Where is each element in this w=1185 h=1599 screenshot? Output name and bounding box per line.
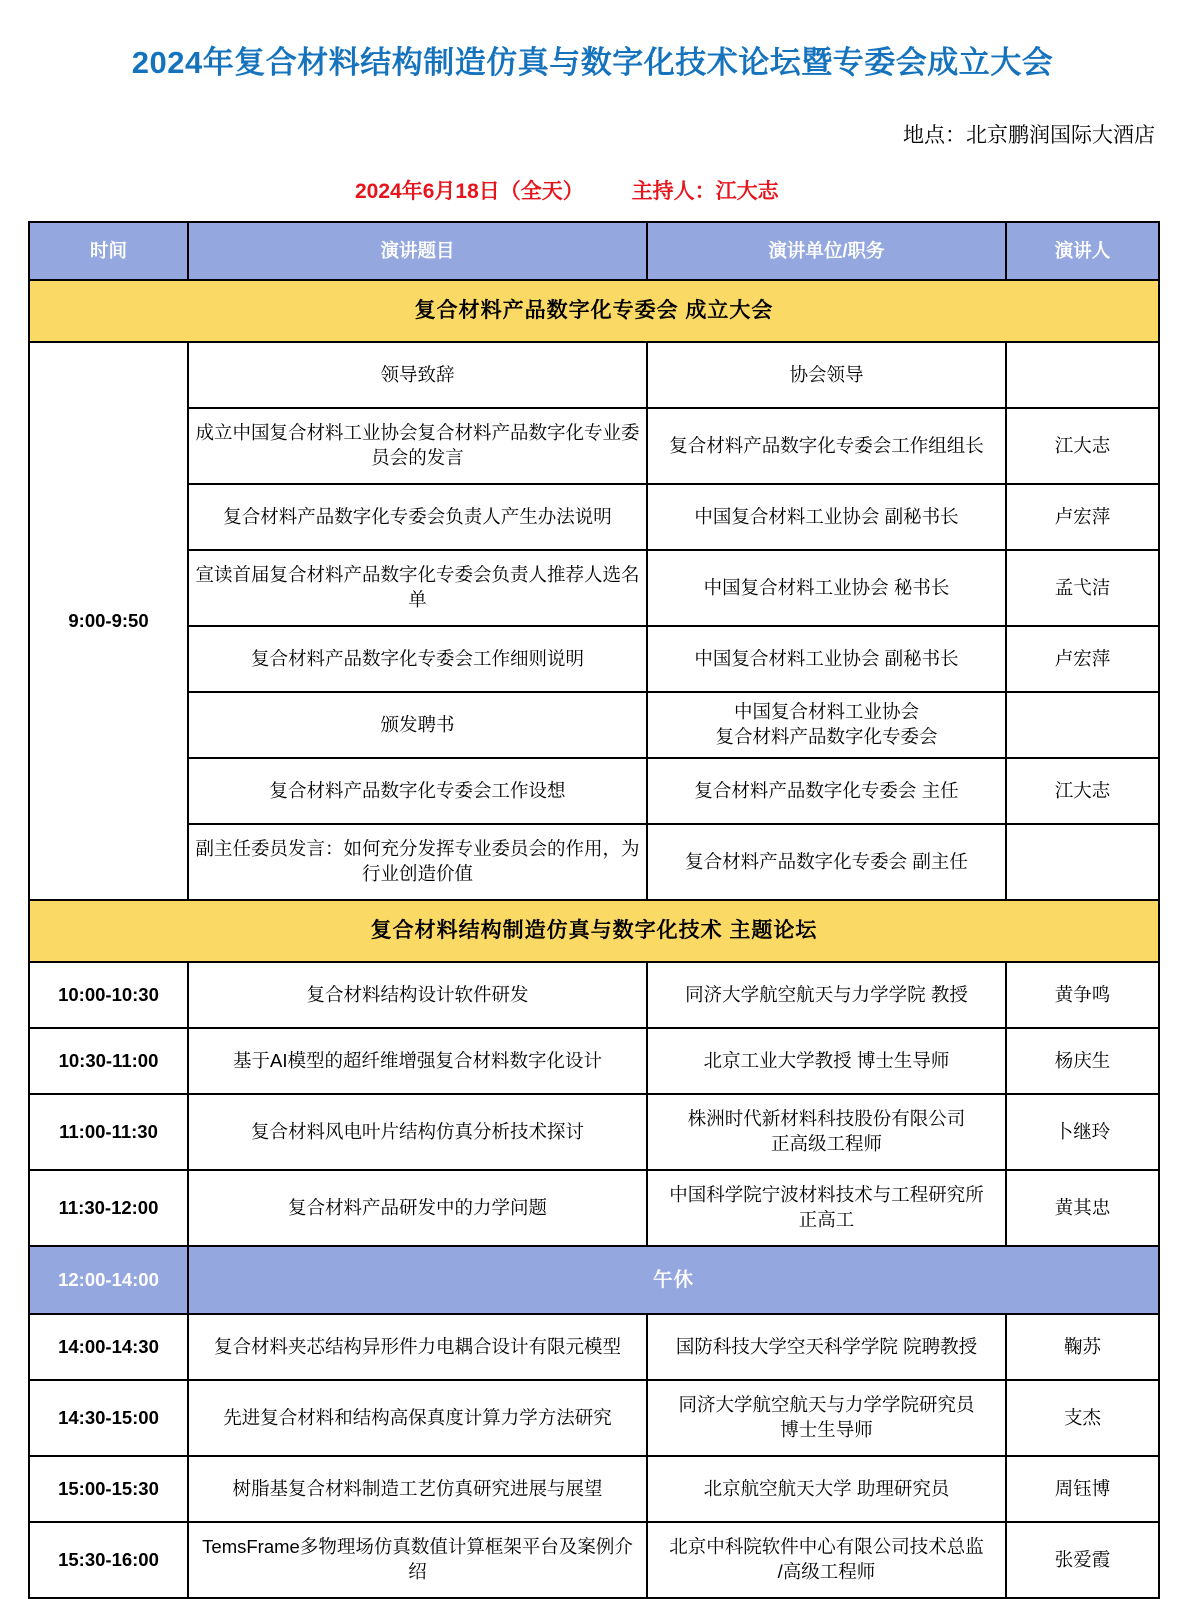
session-meta <box>0 149 1185 205</box>
session-host: 主持人：江大志 <box>631 180 779 204</box>
venue-text: 地点：北京鹏润国际大酒店 <box>903 124 1155 148</box>
row-topic: 领导致辞 <box>188 342 647 408</box>
break-row <box>29 1246 1159 1314</box>
row-speaker: 黄争鸣 <box>1006 962 1159 1028</box>
table-row <box>29 758 1159 824</box>
row-speaker: 鞠苏 <box>1006 1314 1159 1380</box>
row-topic: 复合材料风电叶片结构仿真分析技术探讨 <box>188 1094 647 1170</box>
row-org: 北京中科院软件中心有限公司技术总监 /高级工程师 <box>647 1522 1006 1598</box>
table-row <box>29 550 1159 626</box>
table-row <box>29 1094 1159 1170</box>
table-row <box>29 626 1159 692</box>
row-speaker: 支杰 <box>1006 1380 1159 1456</box>
row-time: 14:00-14:30 <box>29 1314 188 1380</box>
table-row <box>29 692 1159 758</box>
row-org: 中国复合材料工业协会 复合材料产品数字化专委会 <box>647 692 1006 758</box>
row-org: 复合材料产品数字化专委会工作组组长 <box>647 408 1006 484</box>
row-topic: 基于AI模型的超纤维增强复合材料数字化设计 <box>188 1028 647 1094</box>
table-row <box>29 1314 1159 1380</box>
row-topic: 先进复合材料和结构高保真度计算力学方法研究 <box>188 1380 647 1456</box>
row-org: 复合材料产品数字化专委会 副主任 <box>647 824 1006 900</box>
row-org: 中国科学院宁波材料技术与工程研究所 正高工 <box>647 1170 1006 1246</box>
row-org: 中国复合材料工业协会 副秘书长 <box>647 484 1006 550</box>
row-speaker: 卢宏萍 <box>1006 626 1159 692</box>
agenda-table-wrap <box>0 205 1185 1599</box>
agenda-table <box>28 221 1160 1599</box>
table-row <box>29 1456 1159 1522</box>
table-row <box>29 1380 1159 1456</box>
row-org: 同济大学航空航天与力学学院研究员 博士生导师 <box>647 1380 1006 1456</box>
section-header-label: 复合材料结构制造仿真与数字化技术 主题论坛 <box>29 900 1159 962</box>
row-org: 国防科技大学空天科学学院 院聘教授 <box>647 1314 1006 1380</box>
row-topic: 宣读首届复合材料产品数字化专委会负责人推荐人选名单 <box>188 550 647 626</box>
row-speaker: 卢宏萍 <box>1006 484 1159 550</box>
table-body <box>29 280 1159 1598</box>
row-speaker: 江大志 <box>1006 758 1159 824</box>
row-topic: 复合材料夹芯结构异形件力电耦合设计有限元模型 <box>188 1314 647 1380</box>
row-speaker: 孟弋洁 <box>1006 550 1159 626</box>
row-topic: 复合材料结构设计软件研发 <box>188 962 647 1028</box>
row-topic: 成立中国复合材料工业协会复合材料产品数字化专业委员会的发言 <box>188 408 647 484</box>
row-org: 复合材料产品数字化专委会 主任 <box>647 758 1006 824</box>
row-topic: 复合材料产品数字化专委会工作设想 <box>188 758 647 824</box>
row-topic: 复合材料产品数字化专委会工作细则说明 <box>188 626 647 692</box>
table-row <box>29 1170 1159 1246</box>
row-topic: TemsFrame多物理场仿真数值计算框架平台及案例介绍 <box>188 1522 647 1598</box>
row-org: 中国复合材料工业协会 副秘书长 <box>647 626 1006 692</box>
row-topic: 复合材料产品研发中的力学问题 <box>188 1170 647 1246</box>
column-header-org: 演讲单位/职务 <box>647 222 1006 280</box>
row-topic: 颁发聘书 <box>188 692 647 758</box>
row-speaker: 江大志 <box>1006 408 1159 484</box>
column-header-topic: 演讲题目 <box>188 222 647 280</box>
row-speaker: 张爱霞 <box>1006 1522 1159 1598</box>
column-header-time: 时间 <box>29 222 188 280</box>
table-header <box>29 222 1159 280</box>
row-speaker: 卜继玲 <box>1006 1094 1159 1170</box>
row-org: 同济大学航空航天与力学学院 教授 <box>647 962 1006 1028</box>
row-speaker <box>1006 692 1159 758</box>
section-header-label: 复合材料产品数字化专委会 成立大会 <box>29 280 1159 342</box>
table-row <box>29 962 1159 1028</box>
row-org: 协会领导 <box>647 342 1006 408</box>
table-row <box>29 484 1159 550</box>
row-time: 15:00-15:30 <box>29 1456 188 1522</box>
section-header-row <box>29 900 1159 962</box>
row-time: 14:30-15:00 <box>29 1380 188 1456</box>
table-row <box>29 342 1159 408</box>
row-topic: 树脂基复合材料制造工艺仿真研究进展与展望 <box>188 1456 647 1522</box>
table-row <box>29 408 1159 484</box>
row-speaker: 杨庆生 <box>1006 1028 1159 1094</box>
table-row <box>29 1522 1159 1598</box>
session-date: 2024年6月18日（全天） <box>355 180 584 204</box>
row-org: 北京航空航天大学 助理研究员 <box>647 1456 1006 1522</box>
table-row <box>29 824 1159 900</box>
break-time: 12:00-14:00 <box>29 1246 188 1314</box>
row-speaker: 黄其忠 <box>1006 1170 1159 1246</box>
row-org: 北京工业大学教授 博士生导师 <box>647 1028 1006 1094</box>
row-topic: 复合材料产品数字化专委会负责人产生办法说明 <box>188 484 647 550</box>
table-header-row <box>29 222 1159 280</box>
row-topic: 副主任委员发言：如何充分发挥专业委员会的作用，为行业创造价值 <box>188 824 647 900</box>
row-time: 10:30-11:00 <box>29 1028 188 1094</box>
row-speaker: 周钰博 <box>1006 1456 1159 1522</box>
row-time: 15:30-16:00 <box>29 1522 188 1598</box>
row-org: 中国复合材料工业协会 秘书长 <box>647 550 1006 626</box>
row-time: 9:00-9:50 <box>29 342 188 900</box>
table-row <box>29 1028 1159 1094</box>
row-time: 11:00-11:30 <box>29 1094 188 1170</box>
row-speaker <box>1006 824 1159 900</box>
row-time: 11:30-12:00 <box>29 1170 188 1246</box>
break-label: 午休 <box>188 1246 1159 1314</box>
row-speaker <box>1006 342 1159 408</box>
column-header-speaker: 演讲人 <box>1006 222 1159 280</box>
page-title: 2024年复合材料结构制造仿真与数字化技术论坛暨专委会成立大会 <box>131 45 1054 80</box>
row-time: 10:00-10:30 <box>29 962 188 1028</box>
section-header-row <box>29 280 1159 342</box>
row-org: 株洲时代新材料科技股份有限公司 正高级工程师 <box>647 1094 1006 1170</box>
